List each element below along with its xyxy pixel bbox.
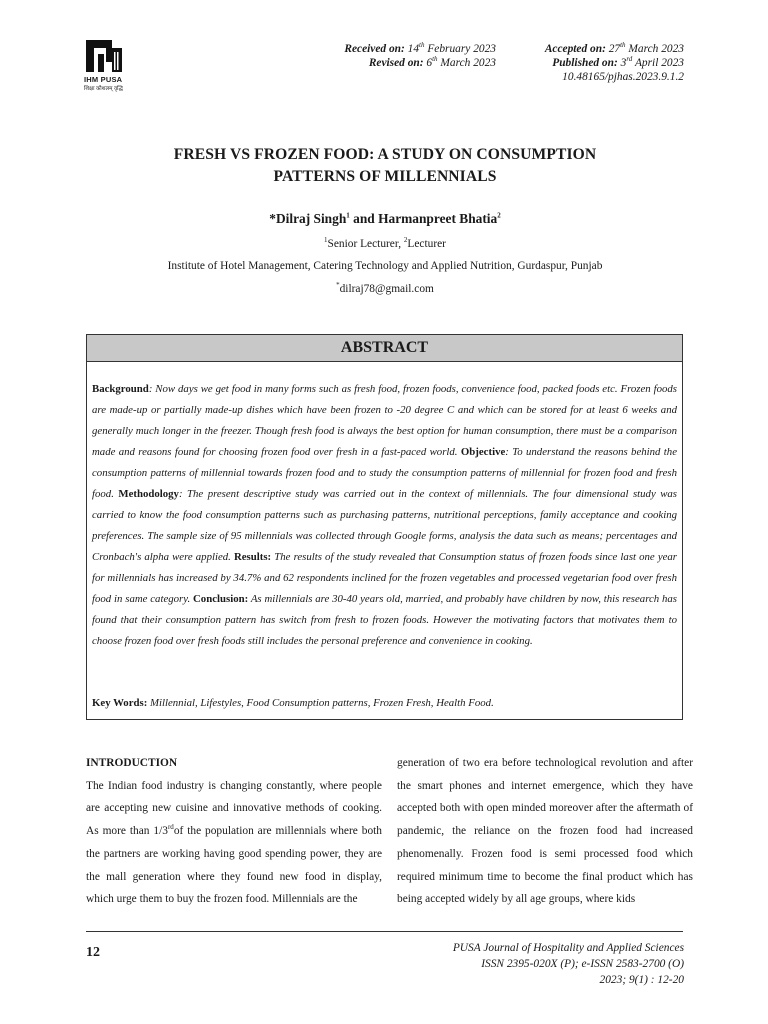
author-and: and xyxy=(349,211,379,226)
journal-volume: 2023; 9(1) : 12-20 xyxy=(599,974,684,986)
published-sup: rd xyxy=(626,55,633,64)
body-column-right xyxy=(397,752,693,911)
accepted-sup: th xyxy=(620,41,626,50)
title-line-2: PATTERNS OF MILLENNIALS xyxy=(273,168,497,185)
logo-subtext: शिक्षा कौशलम् वृद्धि xyxy=(84,86,123,92)
results-text: The results of the study revealed that Consumption status of frozen foods since last one year for millennials has increased by 34.7% and 62 respondents inclined for the frozen vegetables and processed vegetarian food over fresh food in same category. xyxy=(92,551,677,605)
revised-sup: th xyxy=(432,55,438,64)
revised-day: 6 xyxy=(426,57,433,69)
published-day: 3 xyxy=(620,57,627,69)
abstract-heading: ABSTRACT xyxy=(87,335,682,362)
role-1: Senior Lecturer, xyxy=(327,238,404,250)
revised-rest: March 2023 xyxy=(440,57,496,69)
received-line xyxy=(300,42,496,56)
published-label: Published on: xyxy=(552,57,618,69)
authors xyxy=(90,211,680,227)
published-rest: April 2023 xyxy=(634,57,684,69)
intro-text-2: of the population are millennials where both the partners are working having good spending power, they are the mall generation where they found new food in display, which urge them to buy the frozen food. Millennials are the xyxy=(86,825,382,906)
accepted-day: 27 xyxy=(608,43,621,55)
received-sup: th xyxy=(419,41,425,50)
page-number: 12 xyxy=(86,945,100,960)
methodology-text: : The present descriptive study was carried out in the context of millennials. The four dimensional study was carried to know the food consumption patterns such as purchasing patterns, nutritional perceptions, family acceptance and cooking preferences. The sample size of 95 millennials was collected through Google forms, analysis the data such as means; percentages and Cronbach's alpha were applied. xyxy=(92,488,677,563)
keywords xyxy=(92,697,494,709)
revised-label: Revised on: xyxy=(368,57,424,69)
keywords-label: Key Words: xyxy=(92,697,148,709)
received-label: Received on: xyxy=(344,43,405,55)
ihm-pusa-logo-icon xyxy=(84,38,124,74)
paper-title xyxy=(90,144,680,188)
journal-issn: ISSN 2395-020X (P); e-ISSN 2583-2700 (O) xyxy=(481,958,684,970)
journal-name: PUSA Journal of Hospitality and Applied Sciences xyxy=(452,942,684,954)
institute: Institute of Hotel Management, Catering Technology and Applied Nutrition, Gurdaspur, Punjab xyxy=(167,260,603,272)
email-address[interactable]: dilraj78@gmail.com xyxy=(339,283,434,295)
accepted-label: Accepted on: xyxy=(544,43,606,55)
author-2-sup: 2 xyxy=(497,211,501,220)
background-label: Background xyxy=(92,383,149,395)
conclusion-label: Conclusion: xyxy=(193,593,249,605)
results-label: Results: xyxy=(233,551,272,563)
journal-logo xyxy=(84,38,128,92)
intro-paragraph-left xyxy=(86,775,382,911)
objective-label: Objective xyxy=(460,446,506,458)
received-day: 14 xyxy=(407,43,420,55)
keywords-text: Millennial, Lifestyles, Food Consumption patterns, Frozen Fresh, Health Food. xyxy=(147,697,494,709)
background-text: : Now days we get food in many forms such as fresh food, frozen foods, convenience food, packed foods etc. Frozen foods are made-up or partially made-up dishes which have been frozen to -20 degree C and which can be stored for at least 6 weeks and generally much longer in the freezer. Though fresh food is always the best option for human consumption, there must be a comparison made and reasons found for choosing frozen food over fresh in a fast-paced world. xyxy=(92,383,677,458)
abstract-box xyxy=(86,334,683,720)
objective-text: : To understand the reasons behind the consumption patterns of millennial towards frozen food and to study the consumption patterns of millennial for frozen food and fresh food. xyxy=(92,446,677,500)
abstract-body xyxy=(87,379,682,652)
title-line-1: FRESH VS FROZEN FOOD: A STUDY ON CONSUMPTION xyxy=(173,146,597,163)
intro-paragraph-right: generation of two era before technological revolution and after the smart phones and internet emergence, which they have accepted both with open minded moreover after the aftermath of pandemic, the reliance on the frozen food had increased phenomenally. Frozen food is semi processed food which required minimum time to become the final product which has being accepted widely by all age groups, where kids xyxy=(397,757,693,906)
author-2: Harmanpreet Bhatia xyxy=(378,211,498,226)
header-dates-left xyxy=(300,42,496,70)
logo-text: IHM PUSA xyxy=(84,75,123,84)
footer-divider xyxy=(86,931,683,932)
author-1-sup: 1 xyxy=(346,211,350,220)
intro-text-1: The Indian food industry is changing constantly, where people are accepting new cuisine and innovative methods of cooking. As more than 1/3 xyxy=(86,779,382,838)
role-1-sup: 1 xyxy=(324,236,328,245)
header-dates-right xyxy=(500,42,684,84)
role-2-sup: 2 xyxy=(403,236,408,245)
body-column-left xyxy=(86,752,382,911)
intro-heading: INTRODUCTION xyxy=(86,757,178,769)
journal-info xyxy=(380,940,684,988)
intro-sup: rd xyxy=(167,823,174,832)
email-mark: * xyxy=(336,281,340,290)
revised-line xyxy=(300,56,496,70)
doi[interactable]: 10.48165/pjhas.2023.9.1.2 xyxy=(562,71,684,83)
accepted-line xyxy=(500,42,684,56)
received-rest: February 2023 xyxy=(427,43,496,55)
author-roles xyxy=(90,238,680,250)
corresponding-email[interactable] xyxy=(90,283,680,295)
published-line xyxy=(500,56,684,70)
conclusion-text: As millennials are 30-40 years old, married, and probably have children by now, this research has found that their consumption pattern has switch from fresh to frozen foods. However the motivating factors that motivates them to choose frozen food over fresh foods still includes the personal preference and convenience in cooking. xyxy=(92,593,678,647)
accepted-rest: March 2023 xyxy=(628,43,684,55)
role-2: Lecturer xyxy=(407,238,446,250)
methodology-label: Methodology xyxy=(118,488,179,500)
author-1: *Dilraj Singh xyxy=(269,211,347,226)
